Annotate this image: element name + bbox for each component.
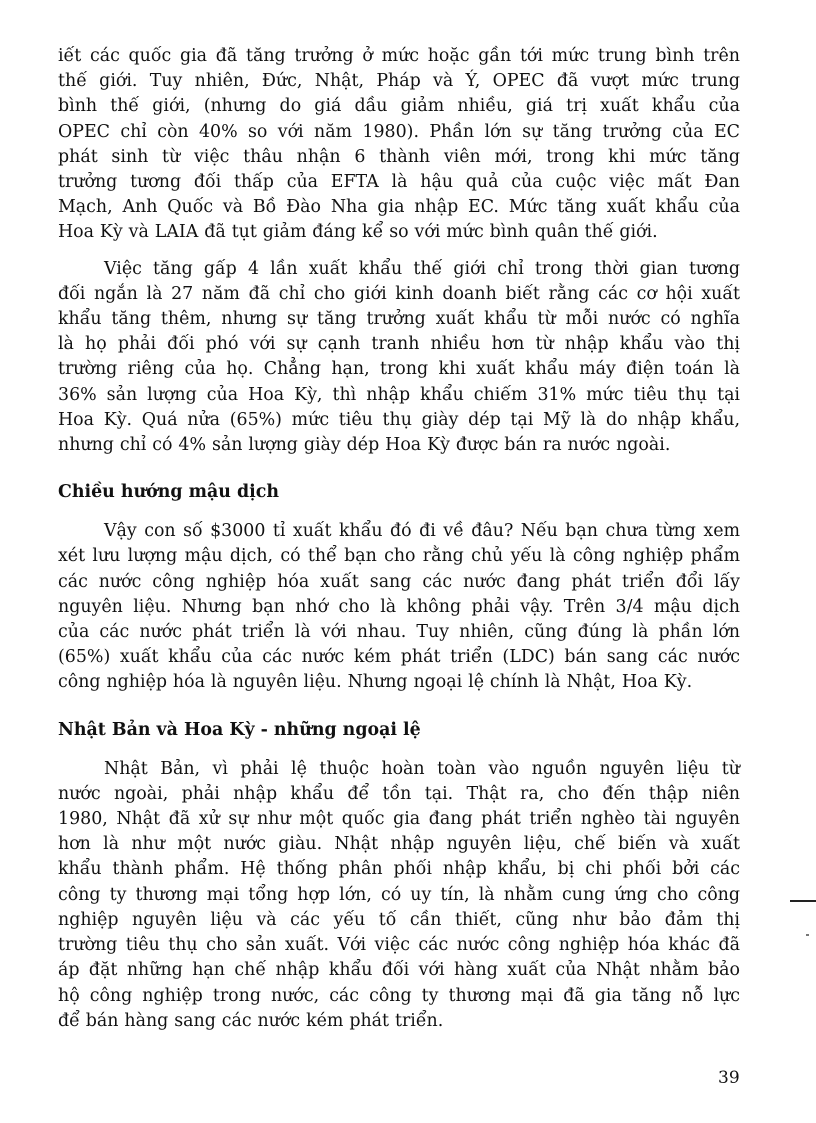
paragraph-line: 36% sản lượng của Hoa Kỳ, thì nhập khẩu chiếm 31% mức tiêu thụ tại <box>58 384 740 405</box>
paragraph-line: đối ngắn là 27 năm đã chỉ cho giới kinh doanh biết rằng các cơ hội xuất <box>58 283 740 304</box>
paragraph-line: hơn là như một nước giàu. Nhật nhập nguyên liệu, chế biến và xuất <box>58 834 740 855</box>
paragraph-line: nhưng chỉ có 4% sản lượng giày dép Hoa Kỳ được bán ra nước ngoài. <box>58 435 671 456</box>
margin-scan-dot <box>806 934 809 936</box>
paragraph-3 <box>58 519 740 695</box>
paragraph-line: trường riêng của họ. Chẳng hạn, trong khi xuất khẩu máy điện toán là <box>58 359 740 380</box>
paragraph-line: Mạch, Anh Quốc và Bồ Đào Nha gia nhập EC. Mức tăng xuất khẩu của <box>58 197 740 218</box>
paragraph-line: áp đặt những hạn chế nhập khẩu đối với hàng xuất của Nhật nhằm bảo <box>58 960 740 981</box>
paragraph-line: các nước công nghiệp hóa xuất sang các nước đang phát triển đổi lấy <box>58 571 740 592</box>
paragraph-line: Hoa Kỳ và LAIA đã tụt giảm đáng kể so với mức bình quân thế giới. <box>58 222 658 243</box>
paragraph-line: thế giới. Tuy nhiên, Đức, Nhật, Pháp và Ý, OPEC đã vượt mức trung <box>58 71 740 92</box>
section-heading-exceptions: Nhật Bản và Hoa Kỳ - những ngoại lệ <box>58 719 421 740</box>
paragraph-line: Hoa Kỳ. Quá nửa (65%) mức tiêu thụ giày dép tại Mỹ là do nhập khẩu, <box>58 409 740 430</box>
page-body <box>58 44 740 1034</box>
paragraph-line: trường tiêu thụ cho sản xuất. Với việc các nước công nghiệp hóa khác đã <box>58 935 740 956</box>
section-heading-trade-direction: Chiều hướng mậu dịch <box>58 482 279 503</box>
paragraph-line: 1980, Nhật đã xử sự như một quốc gia đang phát triển nghèo tài nguyên <box>58 809 740 830</box>
paragraph-line: nguyên liệu. Nhưng bạn nhớ cho là không phải vậy. Trên 3/4 mậu dịch <box>58 596 740 617</box>
paragraph-line: nghiệp nguyên liệu và các yếu tố cần thiết, cũng như bảo đảm thị <box>58 909 740 930</box>
paragraph-1 <box>58 44 740 246</box>
paragraph-line: xét lưu lượng mậu dịch, có thể bạn cho rằng chủ yếu là công nghiệp phẩm <box>58 546 740 567</box>
margin-scan-mark <box>790 900 816 902</box>
paragraph-line: trưởng tương đối thấp của EFTA là hậu quả của cuộc việc mất Đan <box>58 172 740 193</box>
paragraph-line: iết các quốc gia đã tăng trưởng ở mức hoặc gần tới mức trung bình trên <box>58 46 740 66</box>
paragraph-line: là họ phải đối phó với sự cạnh tranh nhiều hơn từ nhập khẩu vào thị <box>58 334 740 355</box>
paragraph-line: khẩu thành phẩm. Hệ thống phân phối nhập khẩu, bị chi phối bởi các <box>58 859 740 880</box>
paragraph-line: phát sinh từ việc thâu nhận 6 thành viên mới, trong khi mức tăng <box>58 146 740 167</box>
paragraph-line: công ty thương mại tổng hợp lớn, có uy tín, là nhằm cung ứng cho công <box>58 884 740 905</box>
paragraph-line: nước ngoài, phải nhập khẩu để tồn tại. Thật ra, cho đến thập niên <box>58 783 740 804</box>
paragraph-4 <box>58 757 740 1034</box>
paragraph-line: (65%) xuất khẩu của các nước kém phát triển (LDC) bán sang các nước <box>58 647 740 668</box>
paragraph-line: của các nước phát triển là với nhau. Tuy nhiên, cũng đúng là phần lớn <box>58 622 740 643</box>
paragraph-line: Nhật Bản, vì phải lệ thuộc hoàn toàn vào nguồn nguyên liệu từ <box>104 758 740 779</box>
paragraph-line: OPEC chỉ còn 40% so với năm 1980). Phần lớn sự tăng trưởng của EC <box>58 121 740 142</box>
paragraph-line: công nghiệp hóa là nguyên liệu. Nhưng ngoại lệ chính là Nhật, Hoa Kỳ. <box>58 672 693 693</box>
paragraph-line: để bán hàng sang các nước kém phát triển. <box>58 1010 444 1031</box>
paragraph-line: Vậy con số $3000 tỉ xuất khẩu đó đi về đâu? Nếu bạn chưa từng xem <box>104 521 740 542</box>
paragraph-line: hộ công nghiệp trong nước, các công ty thương mại đã gia tăng nỗ lực <box>58 985 740 1006</box>
paragraph-2 <box>58 257 740 459</box>
paragraph-line: Việc tăng gấp 4 lần xuất khẩu thế giới chỉ trong thời gian tương <box>104 258 740 279</box>
page-number: 39 <box>718 1068 740 1088</box>
paragraph-line: khẩu tăng thêm, nhưng sự tăng trưởng xuất khẩu từ mỗi nước có nghĩa <box>58 309 740 330</box>
paragraph-line: bình thế giới, (nhưng do giá dầu giảm nhiều, giá trị xuất khẩu của <box>58 96 740 117</box>
